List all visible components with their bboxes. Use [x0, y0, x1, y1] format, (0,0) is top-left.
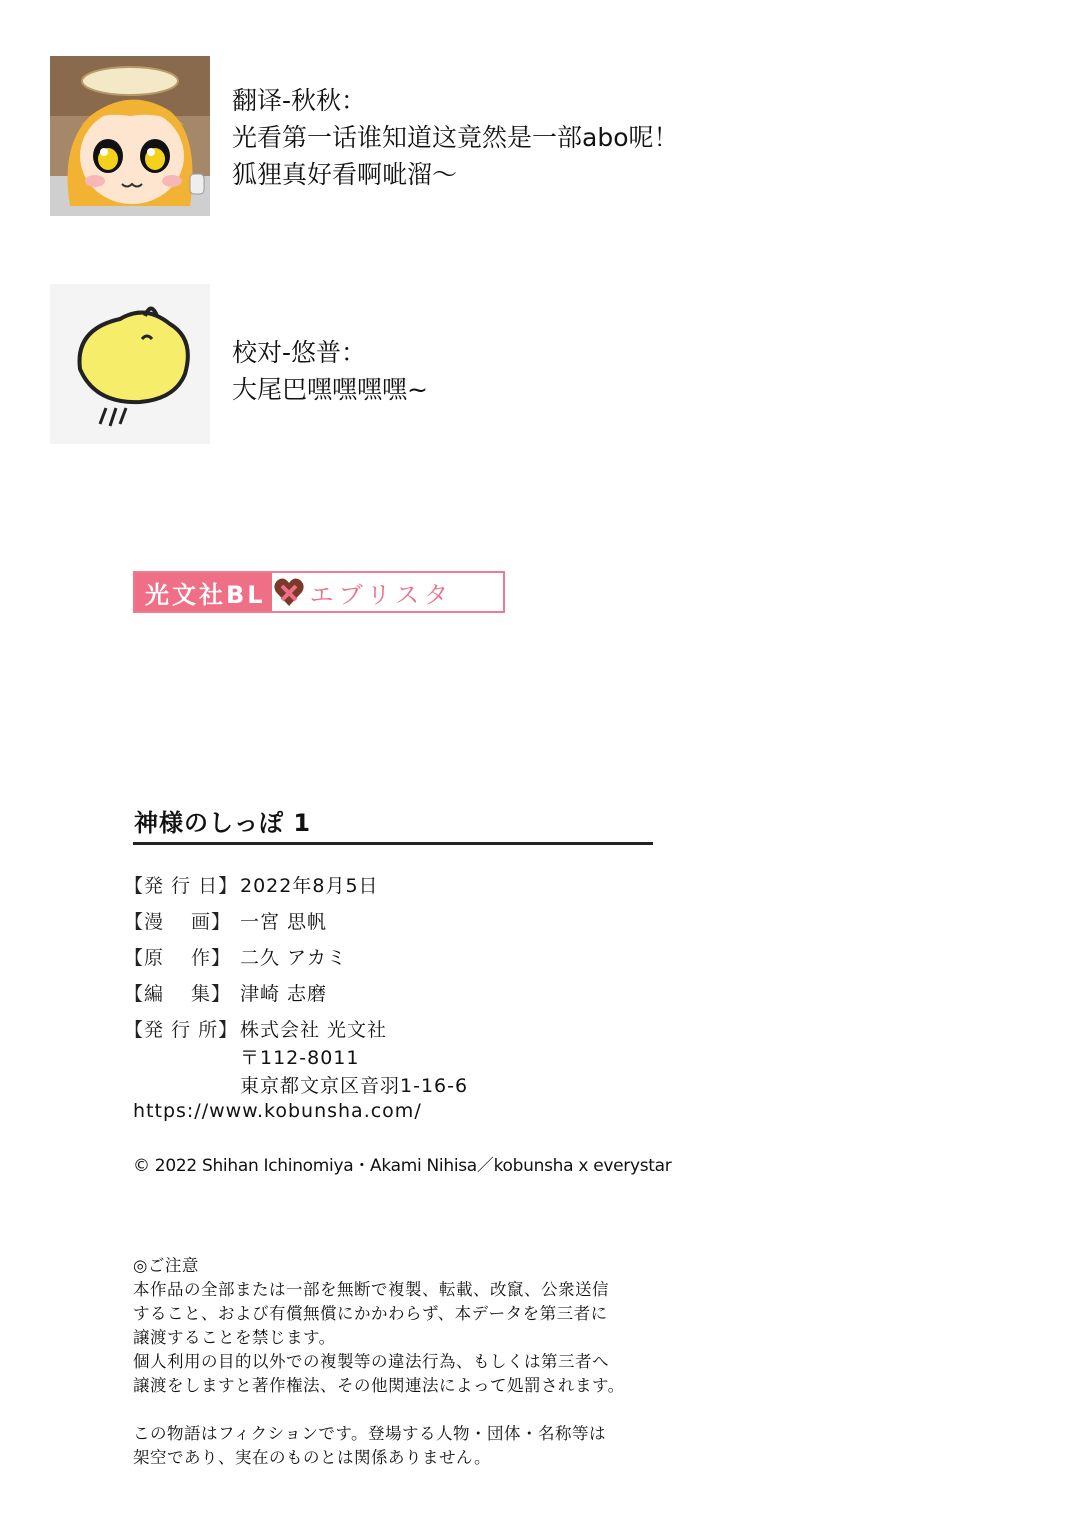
info-value: 2022年8月5日 — [240, 875, 379, 897]
info-value: 一宮 思帆 — [240, 911, 328, 933]
info-row-publisher — [124, 1015, 387, 1042]
address: 東京都文京区音羽1-16-6 — [240, 1075, 469, 1097]
info-label: 【漫 画】 — [124, 911, 232, 933]
heart-cross-icon — [272, 575, 306, 609]
notice-line: 譲渡をしますと著作権法、その他関連法によって処罰されます。 — [133, 1376, 625, 1395]
blonde-girl-bath-avatar-icon — [50, 56, 210, 216]
publisher-logo-right: エブリスタ — [309, 580, 454, 609]
yellow-blob-character-avatar-icon — [50, 284, 210, 444]
proofreader-credit-line: 大尾巴嘿嘿嘿嘿~ — [232, 375, 428, 404]
info-label: 【発 行 所】 — [124, 1019, 239, 1041]
proofreader-credit-line: 校对-悠普： — [232, 338, 367, 367]
notice-line: この物語はフィクションです。登場する人物・団体・名称等は — [133, 1424, 607, 1443]
translator-credit-line: 翻译-秋秋： — [232, 86, 367, 115]
translator-credit — [232, 82, 679, 193]
translator-avatar — [50, 56, 210, 216]
notice-line: 本作品の全部または一部を無断で複製、転載、改竄、公衆送信 — [133, 1280, 609, 1299]
info-row-editor — [124, 979, 327, 1006]
info-value: 株式会社 光文社 — [240, 1019, 388, 1041]
info-label: 【発 行 日】 — [124, 875, 239, 897]
info-label: 【編 集】 — [124, 983, 232, 1005]
proofreader-avatar — [50, 284, 210, 444]
postal-code: 〒112-8011 — [240, 1047, 360, 1069]
info-value: 津崎 志磨 — [240, 983, 328, 1005]
publisher-url[interactable]: https://www.kobunsha.com/ — [133, 1100, 422, 1122]
translator-credit-line: 光看第一话谁知道这竟然是一部abo呢！ — [232, 123, 679, 152]
publisher-logo — [133, 571, 505, 613]
info-row-manga — [124, 907, 327, 934]
book-title: 神様のしっぽ 1 — [134, 809, 312, 837]
copyright-notice: © 2022 Shihan Ichinomiya・Akami Nihisa／kobunsha x everystar — [133, 1156, 672, 1176]
notice-line: すること、および有償無償にかかわらず、本データを第三者に — [133, 1304, 608, 1323]
info-value: 二久 アカミ — [240, 947, 347, 969]
proofreader-credit — [232, 334, 428, 408]
notice-heading: ◎ご注意 — [133, 1256, 199, 1275]
legal-notice — [133, 1254, 625, 1470]
publisher-logo-left: 光文社BL — [135, 573, 272, 611]
notice-line: 架空であり、実在のものとは関係ありません。 — [133, 1448, 491, 1467]
info-row-publish-date — [124, 871, 379, 898]
title-divider — [133, 842, 653, 845]
info-row-original — [124, 943, 347, 970]
info-label: 【原 作】 — [124, 947, 232, 969]
translator-credit-line: 狐狸真好看啊呲溜～ — [232, 160, 458, 189]
notice-line: 譲渡することを禁じます。 — [133, 1328, 336, 1347]
notice-line: 個人利用の目的以外での複製等の違法行為、もしくは第三者へ — [133, 1352, 609, 1371]
